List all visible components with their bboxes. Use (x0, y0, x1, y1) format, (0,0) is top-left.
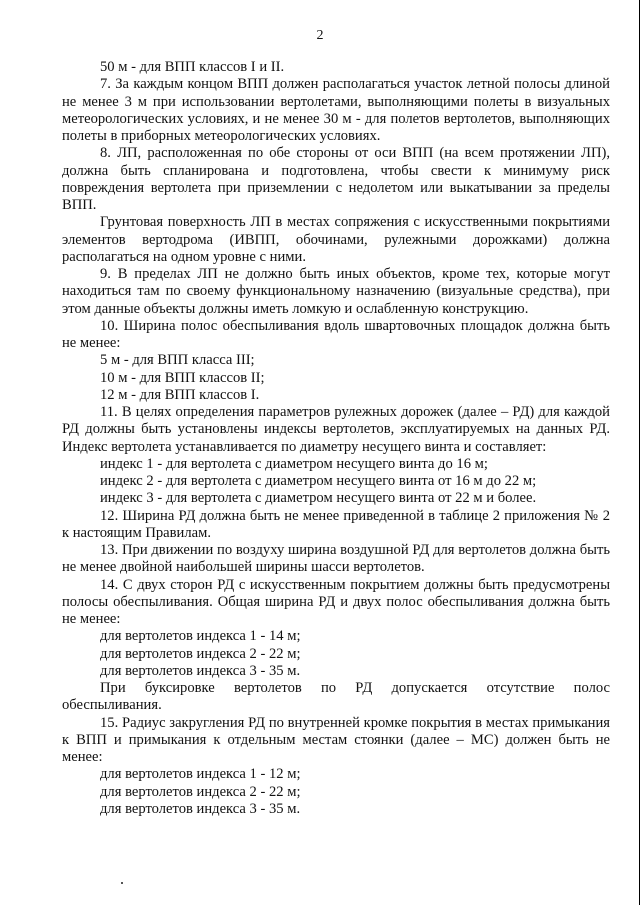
list-item: 12 м - для ВПП классов I. (100, 386, 260, 403)
list-item: для вертолетов индекса 2 - 22 м; (100, 645, 301, 662)
paragraph-15: 15. Радиус закругления РД по внутренней кромке покрытия в местах примыкания к ВПП и примыкания к отдельным местам стоянки (далее – МС) должен быть не менее: (62, 714, 610, 765)
paragraph-9: 9. В пределах ЛП не должно быть иных объектов, кроме тех, которые могут находиться там по своему функциональному назначению (визуальные средства), при этом данные объекты должны иметь ломкую и ослабленную конструкцию. (62, 266, 610, 317)
list-item: для вертолетов индекса 3 - 35 м. (100, 662, 301, 679)
document-body (62, 59, 610, 818)
scan-speck (121, 882, 123, 884)
list-item: для вертолетов индекса 2 - 22 м; (100, 783, 301, 800)
list-item: 5 м - для ВПП класса III; (100, 352, 255, 369)
paragraph-11: 11. В целях определения параметров рулежных дорожек (далее – РД) для каждой РД должны быть установлены индексы вертолетов, эксплуатируемых на данных РД. Индекс вертолета устанавливается по диаметру несущего винта и составляет: (62, 404, 610, 455)
list-item: для вертолетов индекса 1 - 12 м; (100, 766, 301, 783)
paragraph-8-ground: Грунтовая поверхность ЛП в местах сопряжения с искусственными покрытиями элементов вертодрома (ИВПП, обочинами, рулежными дорожками) должна располагаться на одном уровне с ними. (62, 214, 610, 265)
paragraph-10: 10. Ширина полос обеспыливания вдоль швартовочных площадок должна быть не менее: (62, 317, 610, 351)
paragraph-7: 7. За каждым концом ВПП должен располагаться участок летной полосы длиной не менее 3 м при использовании вертолетами, выполняющими полеты в визуальных метеорологических условиях, и не менее 30 м - для полетов вертолетов, выполняющих полеты в приборных метеорологических условиях. (62, 76, 610, 144)
paragraph-8: 8. ЛП, расположенная по обе стороны от оси ВПП (на всем протяжении ЛП), должна быть спланирована и подготовлена, чтобы свести к минимуму риск повреждения вертолета при приземлении с недолетом или выкатывании за пределы ВПП. (62, 145, 610, 213)
list-item: для вертолетов индекса 1 - 14 м; (100, 628, 301, 645)
list-item: для вертолетов индекса 3 - 35 м. (100, 800, 301, 817)
paragraph-12: 12. Ширина РД должна быть не менее приведенной в таблице 2 приложения № 2 к настоящим Правилам. (62, 507, 610, 541)
paragraph-14-towing-end: обеспыливания. (62, 697, 162, 714)
paragraph-14: 14. С двух сторон РД с искусственным покрытием должны быть предусмотрены полосы обеспыливания. Общая ширина РД и двух полос обеспыливания должна быть не менее: (62, 576, 610, 627)
list-item: 10 м - для ВПП классов II; (100, 369, 265, 386)
paragraph-13: 13. При движении по воздуху ширина воздушной РД для вертолетов должна быть не менее двойной наибольшей ширины шасси вертолетов. (62, 542, 610, 576)
paragraph-14-towing: При буксировке вертолетов по РД допускается отсутствие полос (100, 680, 610, 696)
list-item: индекс 1 - для вертолета с диаметром несущего винта до 16 м; (100, 455, 488, 472)
list-item: индекс 2 - для вертолета с диаметром несущего винта от 16 м до 22 м; (100, 473, 537, 489)
list-item: индекс 3 - для вертолета с диаметром несущего винта от 22 м и более. (100, 490, 537, 507)
list-item: 50 м - для ВПП классов I и II. (100, 59, 285, 75)
page-number: 2 (316, 28, 324, 43)
